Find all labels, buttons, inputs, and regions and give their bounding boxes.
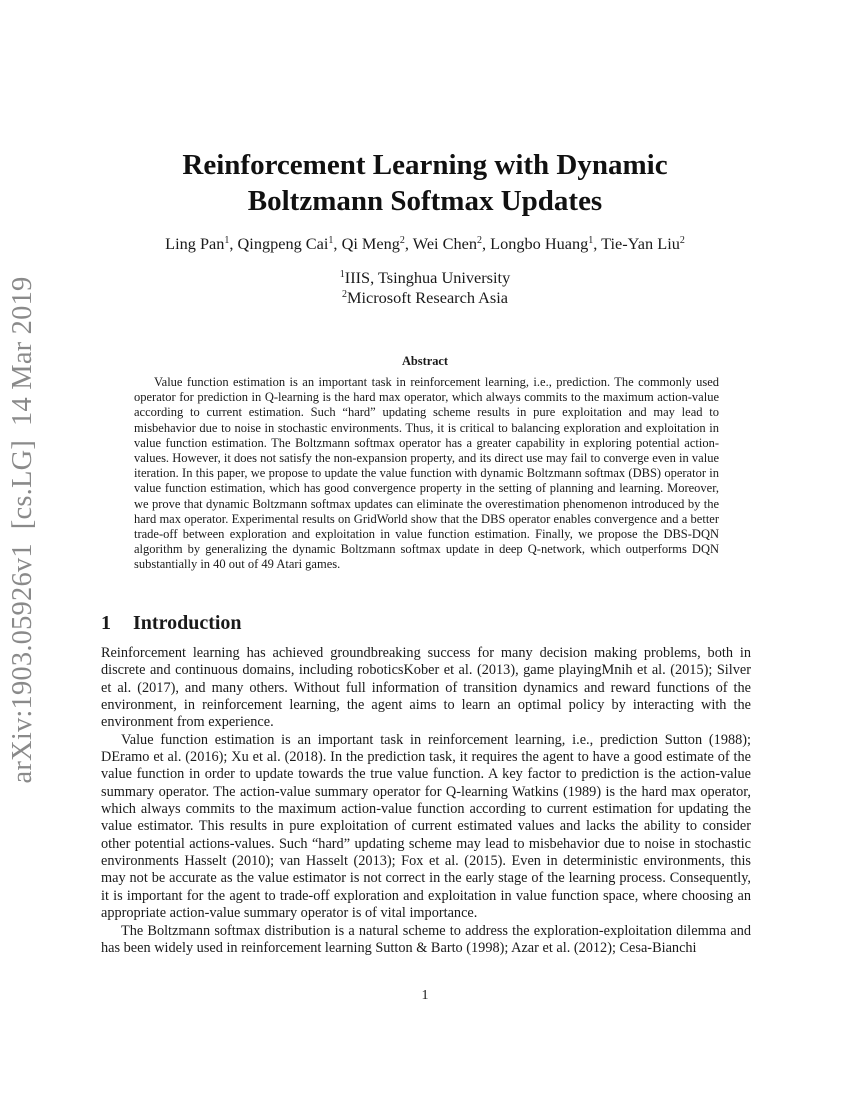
title-line-1: Reinforcement Learning with Dynamic [182, 149, 668, 181]
author: Tie-Yan Liu$^2$ [601, 234, 685, 253]
paragraph: Reinforcement learning has achieved groundbreaking success for many decision making problems, both in discrete and continuous domains, including roboticsKober et al. (2013), game playingMnih et al. (2015); Silver et al. (2017), and many others. Without full information of transition dynamics and reward functions of the environment, in reinforcement learning, the agent aims to learn an optimal policy by interacting with the environment from experience. [101, 645, 751, 731]
section-heading [101, 611, 242, 635]
author-list: Ling Pan$^1$, Qingpeng Cai$^1$, Qi Meng$^2$, Wei Chen$^2$, Longbo Huang$^1$, Tie-Yan Liu$^2$ [165, 234, 685, 253]
introduction-body [101, 645, 751, 957]
paragraph: The Boltzmann softmax distribution is a natural scheme to address the exploration-exploitation dilemma and has been widely used in reinforcement learning Sutton & Barto (1998); Azar et al. (2012); Cesa-Bianchi [101, 922, 751, 956]
affiliation-list [0, 268, 850, 308]
arxiv-identifier-stamp [7, 277, 39, 784]
author: Qingpeng Cai$^1$ [237, 234, 334, 253]
section-title: Introduction [133, 612, 242, 634]
abstract-heading: Abstract [401, 354, 449, 368]
section-number: 1 [101, 612, 111, 634]
author: Ling Pan$^1$ [165, 234, 230, 253]
title-line-2: Boltzmann Softmax Updates [247, 185, 603, 217]
affiliation: $^2$Microsoft Research Asia [342, 288, 508, 307]
arxiv-category: [cs.LG] [7, 439, 38, 530]
paragraph: Value function estimation is an important task in reinforcement learning, i.e., prediction Sutton (1988); DEramo et al. (2016); Xu et al. (2018). In the prediction task, it requires the agent to have a good estimate of the value function in order to update towards the true value function. A key factor to prediction is the action-value summary operator. The action-value summary operator for Q-learning Watkins (1989) is the hard max operator, which always commits to the maximum action-value function according to current estimation for updating the value estimator. This results in pure exploitation of current estimated values and lacks the ability to consider other potential actions-values. Such “hard” updating scheme may lead to misbehavior due to noise in stochastic environments Hasselt (2010); van Hasselt (2013); Fox et al. (2015). Even in deterministic environments, this may not be accurate as the value estimator is not correct in the early stage of the learning process. Consequently, it is important for the agent to trade-off exploration and exploitation in value function space, where choosing an appropriate action-value summary operator is of vital importance. [101, 731, 751, 922]
author: Wei Chen$^2$ [412, 234, 483, 253]
author: Longbo Huang$^1$ [490, 234, 594, 253]
abstract-text: Value function estimation is an important task in reinforcement learning, i.e., prediction. The commonly used operator for prediction in Q-learning is the hard max operator, which always commits to the maximum action-value according to current estimation. Such “hard” updating scheme results in pure exploitation and may lead to misbehavior due to noise in stochastic environments. Thus, it is critical to balancing exploration and exploitation in value function estimation. The Boltzmann softmax operator has a greater capability in exploring potential action-values. However, it does not satisfy the non-expansion property, and its direct use may fail to converge even in value iteration. In this paper, we propose to update the value function with dynamic Boltzmann softmax (DBS) operator in value function estimation, which has good convergence property in the setting of planning and learning. Moreover, we prove that dynamic Boltzmann softmax updates can eliminate the overestimation phenomenon introduced by the hard max operator. Experimental results on GridWorld show that the DBS operator enables convergence and a better trade-off between exploration and exploitation in value function estimation. Finally, we propose the DBS-DQN algorithm by generalizing the dynamic Boltzmann softmax update in deep Q-network, which outperforms DQN substantially in 40 out of 49 Atari games. [134, 375, 719, 572]
author: Qi Meng$^2$ [341, 234, 405, 253]
arxiv-id: arXiv:1903.05926v1 [7, 543, 38, 784]
arxiv-date: 14 Mar 2019 [7, 276, 38, 426]
affiliation: $^1$IIIS, Tsinghua University [339, 268, 511, 287]
paper-title [0, 147, 850, 219]
page-number: 1 [421, 988, 429, 1003]
